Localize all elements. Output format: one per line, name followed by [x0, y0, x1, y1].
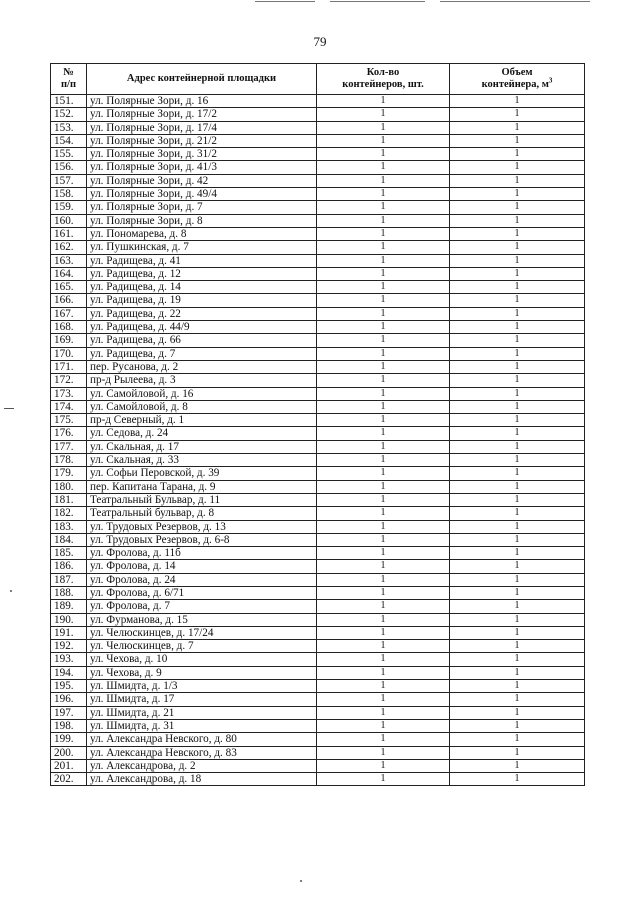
table-row: [51, 626, 585, 639]
row-address: пер. Капитана Тарана, д. 9: [87, 480, 317, 493]
row-address: ул. Полярные Зори, д. 7: [87, 201, 317, 214]
row-container-count: 1: [317, 294, 450, 307]
table-row: [51, 254, 585, 267]
row-container-count: 1: [317, 188, 450, 201]
table-row: [51, 174, 585, 187]
row-address: пер. Русанова, д. 2: [87, 360, 317, 373]
table-row: [51, 533, 585, 546]
row-container-count: 1: [317, 387, 450, 400]
row-container-count: 1: [317, 281, 450, 294]
row-address: ул. Самойловой, д. 16: [87, 387, 317, 400]
row-address: ул. Шмидта, д. 1/3: [87, 680, 317, 693]
row-number: 195.: [51, 680, 87, 693]
row-address: ул. Полярные Зори, д. 42: [87, 174, 317, 187]
row-number: 181.: [51, 493, 87, 506]
row-container-count: 1: [317, 254, 450, 267]
row-container-volume: 1: [450, 400, 585, 413]
row-number: 151.: [51, 95, 87, 108]
row-address: ул. Полярные Зори, д. 41/3: [87, 161, 317, 174]
row-container-volume: 1: [450, 254, 585, 267]
row-container-count: 1: [317, 613, 450, 626]
row-container-count: 1: [317, 134, 450, 147]
row-container-volume: 1: [450, 360, 585, 373]
row-container-volume: 1: [450, 507, 585, 520]
row-container-count: 1: [317, 440, 450, 453]
table-row: [51, 241, 585, 254]
row-container-count: 1: [317, 307, 450, 320]
header-address: Адрес контейнерной площадки: [87, 64, 317, 95]
row-container-volume: 1: [450, 520, 585, 533]
row-container-volume: 1: [450, 493, 585, 506]
row-address: ул. Самойловой, д. 8: [87, 400, 317, 413]
row-number: 156.: [51, 161, 87, 174]
row-container-count: 1: [317, 321, 450, 334]
row-container-count: 1: [317, 547, 450, 560]
row-address: ул. Пушкинская, д. 7: [87, 241, 317, 254]
row-address: ул. Фурманова, д. 15: [87, 613, 317, 626]
table-row: [51, 400, 585, 413]
table-row: [51, 427, 585, 440]
row-address: ул. Фролова, д. 14: [87, 560, 317, 573]
row-container-count: 1: [317, 533, 450, 546]
row-number: 188.: [51, 586, 87, 599]
row-address: ул. Трудовых Резервов, д. 13: [87, 520, 317, 533]
row-number: 157.: [51, 174, 87, 187]
row-container-volume: 1: [450, 454, 585, 467]
row-number: 169.: [51, 334, 87, 347]
row-address: ул. Радищева, д. 19: [87, 294, 317, 307]
row-number: 176.: [51, 427, 87, 440]
row-container-volume: 1: [450, 533, 585, 546]
row-address: ул. Фролова, д. 6/71: [87, 586, 317, 599]
row-container-count: 1: [317, 733, 450, 746]
row-number: 178.: [51, 454, 87, 467]
row-address: ул. Седова, д. 24: [87, 427, 317, 440]
scan-edge-line: [255, 1, 315, 2]
row-number: 177.: [51, 440, 87, 453]
row-container-volume: 1: [450, 334, 585, 347]
row-address: ул. Полярные Зори, д. 17/4: [87, 121, 317, 134]
row-number: 190.: [51, 613, 87, 626]
row-container-volume: 1: [450, 321, 585, 334]
table-row: [51, 507, 585, 520]
row-address: ул. Радищева, д. 22: [87, 307, 317, 320]
row-number: 163.: [51, 254, 87, 267]
row-container-count: 1: [317, 693, 450, 706]
row-number: 199.: [51, 733, 87, 746]
row-number: 183.: [51, 520, 87, 533]
row-container-volume: 1: [450, 640, 585, 653]
row-address: ул. Полярные Зори, д. 17/2: [87, 108, 317, 121]
container-sites-table: [50, 63, 585, 786]
row-number: 168.: [51, 321, 87, 334]
table-row: [51, 706, 585, 719]
row-container-count: 1: [317, 241, 450, 254]
row-container-volume: 1: [450, 480, 585, 493]
row-number: 155.: [51, 148, 87, 161]
row-container-count: 1: [317, 480, 450, 493]
row-number: 170.: [51, 347, 87, 360]
page-number: 79: [313, 34, 327, 49]
row-container-volume: 1: [450, 267, 585, 280]
row-container-volume: 1: [450, 600, 585, 613]
row-container-volume: 1: [450, 666, 585, 679]
row-number: 167.: [51, 307, 87, 320]
table-row: [51, 121, 585, 134]
row-address: ул. Челюскинцев, д. 7: [87, 640, 317, 653]
row-container-volume: 1: [450, 626, 585, 639]
table-row: [51, 560, 585, 573]
row-address: ул. Полярные Зори, д. 8: [87, 214, 317, 227]
table-row: [51, 493, 585, 506]
scan-speck: [300, 880, 302, 882]
row-number: 161.: [51, 227, 87, 240]
row-address: ул. Радищева, д. 12: [87, 267, 317, 280]
row-container-count: 1: [317, 161, 450, 174]
row-address: ул. Фролова, д. 7: [87, 600, 317, 613]
table-row: [51, 600, 585, 613]
row-number: 202.: [51, 773, 87, 786]
row-address: ул. Радищева, д. 66: [87, 334, 317, 347]
row-container-volume: 1: [450, 95, 585, 108]
row-container-count: 1: [317, 653, 450, 666]
row-container-count: 1: [317, 666, 450, 679]
row-address: ул. Радищева, д. 41: [87, 254, 317, 267]
row-number: 166.: [51, 294, 87, 307]
row-address: ул. Пономарева, д. 8: [87, 227, 317, 240]
row-address: ул. Полярные Зори, д. 31/2: [87, 148, 317, 161]
row-number: 193.: [51, 653, 87, 666]
row-container-volume: 1: [450, 374, 585, 387]
row-container-count: 1: [317, 520, 450, 533]
row-container-count: 1: [317, 227, 450, 240]
row-address: ул. Шмидта, д. 17: [87, 693, 317, 706]
row-number: 191.: [51, 626, 87, 639]
row-address: ул. Скальная, д. 17: [87, 440, 317, 453]
table-row: [51, 227, 585, 240]
table-row: [51, 586, 585, 599]
row-container-count: 1: [317, 347, 450, 360]
row-container-count: 1: [317, 108, 450, 121]
table-row: [51, 653, 585, 666]
row-address: ул. Чехова, д. 9: [87, 666, 317, 679]
row-container-volume: 1: [450, 148, 585, 161]
row-container-volume: 1: [450, 108, 585, 121]
row-container-volume: 1: [450, 427, 585, 440]
row-number: 153.: [51, 121, 87, 134]
row-container-volume: 1: [450, 773, 585, 786]
row-container-count: 1: [317, 400, 450, 413]
table-row: [51, 520, 585, 533]
row-address: ул. Александрова, д. 18: [87, 773, 317, 786]
table-row: [51, 95, 585, 108]
row-container-count: 1: [317, 759, 450, 772]
table-row: [51, 267, 585, 280]
header-volume: Объем контейнера, $м^3$: [450, 64, 585, 95]
row-number: 154.: [51, 134, 87, 147]
row-container-count: 1: [317, 746, 450, 759]
table-row: [51, 360, 585, 373]
header-number: № п/п: [51, 64, 87, 95]
row-number: 152.: [51, 108, 87, 121]
table-row: [51, 746, 585, 759]
table-row: [51, 307, 585, 320]
row-container-count: 1: [317, 640, 450, 653]
table-row: [51, 640, 585, 653]
row-container-count: 1: [317, 374, 450, 387]
row-number: 201.: [51, 759, 87, 772]
table-row: [51, 161, 585, 174]
row-address: ул. Александра Невского, д. 80: [87, 733, 317, 746]
row-container-count: 1: [317, 95, 450, 108]
table-row: [51, 347, 585, 360]
header-count: Кол-во контейнеров, шт.: [317, 64, 450, 95]
row-container-count: 1: [317, 121, 450, 134]
table-row: [51, 547, 585, 560]
table-row: [51, 188, 585, 201]
row-container-volume: 1: [450, 586, 585, 599]
row-number: 175.: [51, 414, 87, 427]
row-number: 162.: [51, 241, 87, 254]
row-number: 164.: [51, 267, 87, 280]
row-number: 159.: [51, 201, 87, 214]
row-number: 165.: [51, 281, 87, 294]
row-container-count: 1: [317, 174, 450, 187]
table-row: [51, 773, 585, 786]
row-container-count: 1: [317, 467, 450, 480]
row-container-count: 1: [317, 773, 450, 786]
row-number: 189.: [51, 600, 87, 613]
row-container-count: 1: [317, 680, 450, 693]
margin-mark: [4, 408, 14, 409]
row-container-volume: 1: [450, 746, 585, 759]
table-row: [51, 733, 585, 746]
row-container-volume: 1: [450, 161, 585, 174]
row-container-volume: 1: [450, 733, 585, 746]
table-row: [51, 759, 585, 772]
row-number: 196.: [51, 693, 87, 706]
table-row: [51, 334, 585, 347]
row-container-volume: 1: [450, 613, 585, 626]
row-number: 198.: [51, 719, 87, 732]
row-number: 179.: [51, 467, 87, 480]
table-row: [51, 321, 585, 334]
row-container-count: 1: [317, 719, 450, 732]
row-address: ул. Полярные Зори, д. 16: [87, 95, 317, 108]
row-container-volume: 1: [450, 719, 585, 732]
row-container-volume: 1: [450, 467, 585, 480]
table-row: [51, 108, 585, 121]
row-number: 200.: [51, 746, 87, 759]
row-address: ул. Радищева, д. 44/9: [87, 321, 317, 334]
row-address: ул. Чехова, д. 10: [87, 653, 317, 666]
row-address: ул. Фролова, д. 11б: [87, 547, 317, 560]
row-container-volume: 1: [450, 294, 585, 307]
row-container-volume: 1: [450, 560, 585, 573]
row-container-volume: 1: [450, 653, 585, 666]
row-address: ул. Шмидта, д. 21: [87, 706, 317, 719]
table-row: [51, 134, 585, 147]
row-address: ул. Александра Невского, д. 83: [87, 746, 317, 759]
row-container-count: 1: [317, 334, 450, 347]
row-container-volume: 1: [450, 440, 585, 453]
row-address: ул. Софьи Перовской, д. 39: [87, 467, 317, 480]
row-container-volume: 1: [450, 174, 585, 187]
row-container-volume: 1: [450, 121, 585, 134]
row-container-count: 1: [317, 573, 450, 586]
row-number: 171.: [51, 360, 87, 373]
table-row: [51, 454, 585, 467]
row-container-volume: 1: [450, 134, 585, 147]
row-container-volume: 1: [450, 693, 585, 706]
row-container-count: 1: [317, 600, 450, 613]
row-address: ул. Челюскинцев, д. 17/24: [87, 626, 317, 639]
row-container-volume: 1: [450, 241, 585, 254]
table-row: [51, 214, 585, 227]
row-container-count: 1: [317, 201, 450, 214]
table-row: [51, 693, 585, 706]
row-address: Театральный Бульвар, д. 11: [87, 493, 317, 506]
row-container-volume: 1: [450, 387, 585, 400]
row-number: 158.: [51, 188, 87, 201]
scan-edge-line: [440, 1, 590, 2]
table-row: [51, 148, 585, 161]
row-address: ул. Полярные Зори, д. 49/4: [87, 188, 317, 201]
row-container-count: 1: [317, 414, 450, 427]
row-container-count: 1: [317, 626, 450, 639]
row-container-count: 1: [317, 214, 450, 227]
row-address: ул. Радищева, д. 14: [87, 281, 317, 294]
row-container-volume: 1: [450, 759, 585, 772]
row-address: пр-д Рылеева, д. 3: [87, 374, 317, 387]
row-container-volume: 1: [450, 414, 585, 427]
row-number: 194.: [51, 666, 87, 679]
row-container-volume: 1: [450, 214, 585, 227]
table-row: [51, 201, 585, 214]
row-container-count: 1: [317, 148, 450, 161]
row-number: 186.: [51, 560, 87, 573]
table-row: [51, 294, 585, 307]
row-address: ул. Александрова, д. 2: [87, 759, 317, 772]
table-header-row: [51, 64, 585, 95]
row-container-count: 1: [317, 706, 450, 719]
table-row: [51, 281, 585, 294]
table-row: [51, 440, 585, 453]
row-container-volume: 1: [450, 547, 585, 560]
table-row: [51, 374, 585, 387]
row-number: 182.: [51, 507, 87, 520]
row-address: ул. Шмидта, д. 31: [87, 719, 317, 732]
row-address: ул. Скальная, д. 33: [87, 454, 317, 467]
row-container-volume: 1: [450, 227, 585, 240]
row-number: 172.: [51, 374, 87, 387]
row-container-count: 1: [317, 586, 450, 599]
row-number: 185.: [51, 547, 87, 560]
table-row: [51, 387, 585, 400]
table-body: [51, 95, 585, 786]
row-number: 180.: [51, 480, 87, 493]
row-address: ул. Радищева, д. 7: [87, 347, 317, 360]
row-number: 173.: [51, 387, 87, 400]
row-container-count: 1: [317, 454, 450, 467]
table-row: [51, 680, 585, 693]
row-container-volume: 1: [450, 307, 585, 320]
scan-speck: [10, 590, 12, 592]
row-container-volume: 1: [450, 201, 585, 214]
row-container-volume: 1: [450, 347, 585, 360]
row-address: Театральный бульвар, д. 8: [87, 507, 317, 520]
row-number: 184.: [51, 533, 87, 546]
table-row: [51, 719, 585, 732]
row-address: ул. Фролова, д. 24: [87, 573, 317, 586]
table-row: [51, 613, 585, 626]
table-row: [51, 480, 585, 493]
row-address: ул. Трудовых Резервов, д. 6-8: [87, 533, 317, 546]
row-container-count: 1: [317, 267, 450, 280]
row-container-volume: 1: [450, 706, 585, 719]
scan-edge-line: [330, 1, 425, 2]
row-container-volume: 1: [450, 680, 585, 693]
row-address: пр-д Северный, д. 1: [87, 414, 317, 427]
table-row: [51, 414, 585, 427]
row-container-count: 1: [317, 427, 450, 440]
row-number: 192.: [51, 640, 87, 653]
row-number: 160.: [51, 214, 87, 227]
row-container-volume: 1: [450, 573, 585, 586]
row-number: 174.: [51, 400, 87, 413]
row-address: ул. Полярные Зори, д. 21/2: [87, 134, 317, 147]
row-number: 187.: [51, 573, 87, 586]
row-container-count: 1: [317, 507, 450, 520]
row-container-count: 1: [317, 360, 450, 373]
table-row: [51, 573, 585, 586]
table-row: [51, 467, 585, 480]
row-container-volume: 1: [450, 281, 585, 294]
table-row: [51, 666, 585, 679]
row-container-volume: 1: [450, 188, 585, 201]
row-number: 197.: [51, 706, 87, 719]
row-container-count: 1: [317, 560, 450, 573]
row-container-count: 1: [317, 493, 450, 506]
